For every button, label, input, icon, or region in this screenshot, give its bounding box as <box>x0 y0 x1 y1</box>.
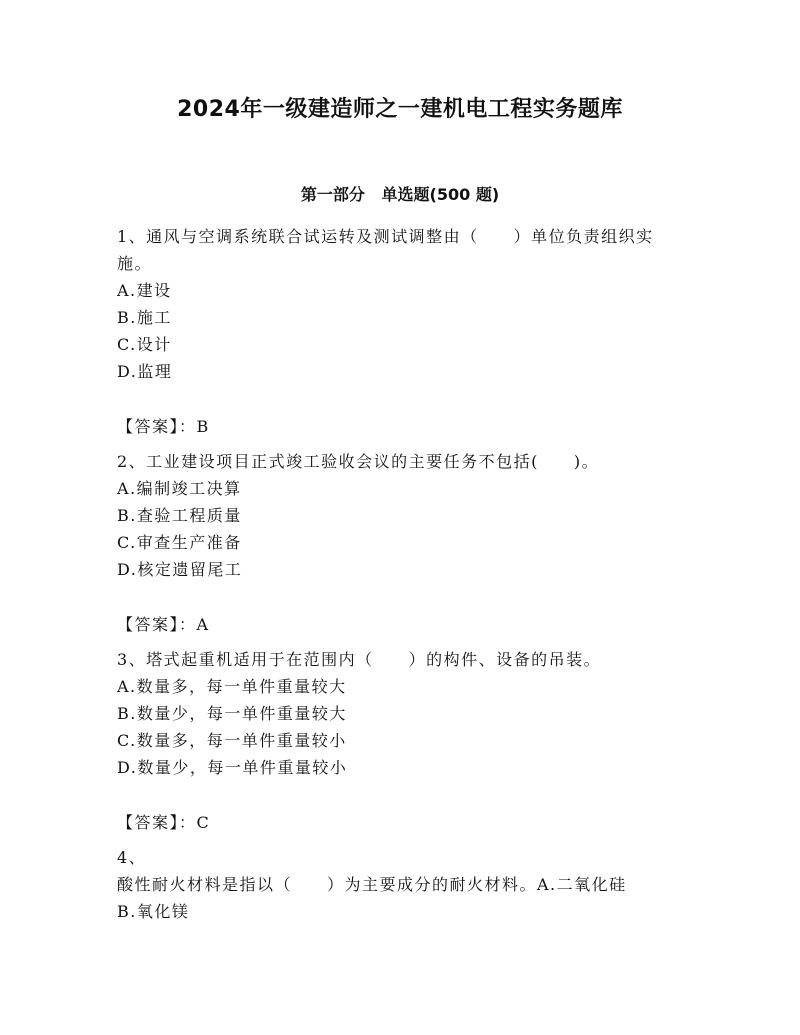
question-number: 4、 <box>117 848 147 867</box>
question-stem-continuation: 施。 <box>117 254 153 273</box>
section-title: 第一部分 单选题(500 题) <box>300 185 500 204</box>
option-c: C.审查生产准备 <box>117 533 242 552</box>
option-d: D.核定遗留尾工 <box>117 560 243 579</box>
question-item <box>117 448 677 638</box>
question-stem: 3、塔式起重机适用于在范围内（ ）的构件、设备的吊装。 <box>117 650 602 669</box>
option-d: D.监理 <box>117 362 173 381</box>
question-item <box>117 844 677 925</box>
question-item <box>117 223 677 440</box>
option-b: B.数量少，每一单件重量较大 <box>117 704 347 723</box>
question-list <box>117 223 677 925</box>
option-d: D.数量少，每一单件重量较小 <box>117 758 348 777</box>
answer-line: 【答案】：C <box>117 813 211 832</box>
answer-line: 【答案】：A <box>117 615 210 634</box>
option-a: A.数量多，每一单件重量较大 <box>117 677 347 696</box>
option-c: C.设计 <box>117 335 172 354</box>
answer-line: 【答案】：B <box>117 417 210 436</box>
option-a: A.编制竣工决算 <box>117 479 242 498</box>
question-stem: 酸性耐火材料是指以（ ）为主要成分的耐火材料。A.二氧化硅 <box>117 875 627 894</box>
option-a: A.建设 <box>117 281 172 300</box>
question-item <box>117 646 677 836</box>
question-stem: 2、工业建设项目正式竣工验收会议的主要任务不包括( )。 <box>117 452 600 471</box>
option-b: B.查验工程质量 <box>117 506 242 525</box>
option-b: B.施工 <box>117 308 172 327</box>
option-b: B.氧化镁 <box>117 902 190 921</box>
document-title: 2024年一级建造师之一建机电工程实务题库 <box>177 97 623 122</box>
question-stem: 1、通风与空调系统联合试运转及测试调整由（ ）单位负责组织实 <box>117 227 654 246</box>
option-c: C.数量多，每一单件重量较小 <box>117 731 347 750</box>
